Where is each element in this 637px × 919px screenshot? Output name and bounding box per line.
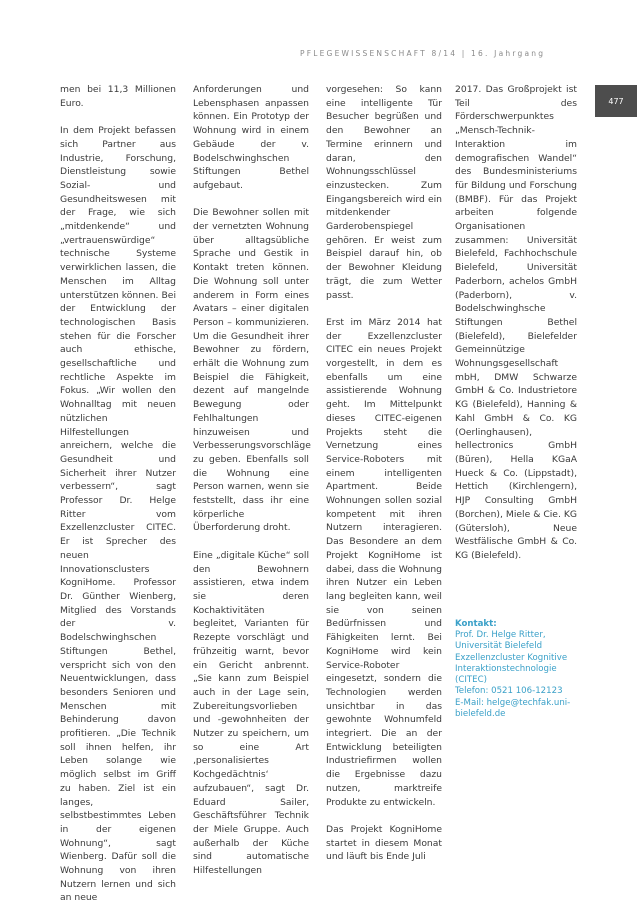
- paragraph: vorgesehen: So kann eine intelligente Tür Besucher begrüßen und den Bewohner an Termine erinnern und daran, den Wohnungsschlüssel einzustecken. Zum Eingangsbereich wird ein mitdenkender Garderobenspiegel gehören. Er weist zum Beispiel darauf hin, ob der Bewohner Kleidung trägt, die zum Wetter passt.: [326, 84, 442, 301]
- page-number-tab: [595, 85, 637, 117]
- contact-email[interactable]: E-Mail: helge@techfak.uni-bielefeld.de: [455, 697, 571, 719]
- paragraph: Erst im März 2014 hat der Exzellenzcluster CITEC ein neues Projekt vorgestellt, in dem es ebenfalls um eine assistierende Wohnung geht. Im Mittelpunkt dieses CITEC-eigenen Projekts steht die Vernetzung eines Service-Roboters mit einem intelligenten Apartment. Beide Wohnungen sollen sozial kompetent mit ihren Nutzern interagieren. Das Besondere an dem Projekt KogniHome ist dabei, dass die Wohnung ihren Nutzer ein Leben lang begleiten kann, weil sie von seinen Bedürfnissen und Fähigkeiten lernt. Bei KogniHome wird kein Service-Roboter eingesetzt, sondern die Technologien werden unsichtbar in das gewohnte Wohnumfeld integriert. Die an der Entwicklung beteiligten Industriefirmen wollen die Ergebnisse dazu nutzen, marktreife Produkte zu entwickeln.: [326, 316, 442, 808]
- running-head: PFLEGEWISSENSCHAFT 8/14 | 16. Jahrgang: [300, 49, 546, 58]
- text-column-1: [60, 83, 176, 919]
- text-column-2: [193, 83, 309, 891]
- text-column-4: [455, 83, 577, 720]
- contact-box: [455, 619, 577, 721]
- contact-line: Prof. Dr. Helge Ritter, Universität Bielefeld: [455, 629, 546, 652]
- contact-label: Kontakt:: [455, 618, 497, 629]
- paragraph: Anforderungen und Lebensphasen anpassen können. Ein Prototyp der Wohnung wird in einem Gebäude der v. Bodelschwinghschen Stiftungen Bethel aufgebaut.: [193, 84, 309, 191]
- page-number: 477: [608, 96, 624, 106]
- paragraph: men bei 11,3 Millionen Euro.: [60, 84, 176, 109]
- paragraph: Eine „digitale Küche“ soll den Bewohnern assistieren, etwa indem sie deren Kochaktivitäten begleitet, Varianten für Rezepte vorschlägt und frühzeitig warnt, bevor ein Gericht anbrennt. „Sie kann zum Beispiel auch in der Lage sein, Zubereitungsvorlieben und -gewohnheiten der Nutzer zu speichern, um so eine Art ‚personalisiertes Kochgedächtnis‘ aufzubauen“, sagt Dr. Eduard Sailer, Geschäftsführer Technik der Miele Gruppe. Auch außerhalb der Küche sind automatische Hilfestellungen: [193, 549, 309, 877]
- text-column-3: [326, 83, 442, 878]
- paragraph: 2017. Das Großprojekt ist Teil des Förderschwerpunktes „Mensch-Technik-Interaktion im demografischen Wandel“ des Bundesministeriums für Bildung und Forschung (BMBF). Für das Projekt arbeiten folgende Organisationen zusammen: Universität Bielefeld, Fachhochschule Bielefeld, Universität Paderborn, achelos GmbH (Paderborn), v. Bodelschwinghsche Stiftungen Bethel (Bielefeld), Bielefelder Gemeinnützige Wohnungsgesellschaft mbH, DMW Schwarze GmbH & Co. Industrietore KG (Bielefeld), Hanning & Kahl GmbH & Co. KG (Oerlinghausen), hellectronics GmbH (Büren), Hella KGaA Hueck & Co. (Lippstadt), Hettich (Kirchlengern), HJP Consulting GmbH (Borchen), Miele & Cie. KG (Gütersloh), Neue Westfälische GmbH & Co. KG (Bielefeld).: [455, 84, 577, 561]
- paragraph: In dem Projekt befassen sich Partner aus Industrie, Forschung, Dienstleistung sowie Sozial- und Gesundheitswesen mit der Frage, wie sich „mitdenkende“ und „vertrauenswürdige“ technische Systeme verwirklichen lassen, die Menschen im Alltag unterstützen können. Bei der Entwicklung der technologischen Basis stehen für die Forscher auch ethische, gesellschaftliche und rechtliche Aspekte im Fokus. „Wir wollen den Wohnalltag mit neuen nützlichen Hilfestellungen anreichern, welche die Gesundheit und Sicherheit ihrer Nutzer verbessern“, sagt Professor Dr. Helge Ritter vom Exzellenzcluster CITEC. Er ist Sprecher des neuen Innovationsclusters KogniHome. Professor Dr. Günther Wienberg, Mitglied des Vorstands der v. Bodelschwinghschen Stiftungen Bethel, verspricht sich von den Neuentwicklungen, dass besonders Senioren und Menschen mit Behinderung davon profitieren. „Die Technik soll ihnen helfen, ihr Leben solange wie möglich selbst im Griff zu haben. Ziel ist ein langes, selbstbestimmtes Leben in der eigenen Wohnung“, sagt Wienberg. Dafür soll die Wohnung von ihren Nutzern lernen und sich an neue: [60, 125, 176, 904]
- paragraph: Das Projekt KogniHome startet in diesem Monat und läuft bis Ende Juli: [326, 823, 442, 863]
- contact-line: Exzellenzcluster Kognitive Interaktionstechnologie (CITEC): [455, 652, 568, 686]
- paragraph: Die Bewohner sollen mit der vernetzten Wohnung über alltagsübliche Sprache und Gestik in Kontakt treten können. Die Wohnung soll unter anderem in Form eines Avatars – einer digitalen Person – kommunizieren. Um die Gesundheit ihrer Bewohner zu fördern, erhält die Wohnung zum Beispiel die Fähigkeit, dezent auf mangelnde Bewegung oder Fehlhaltungen hinzuweisen und Verbesserungsvorschläge zu geben. Ebenfalls soll die Wohnung eine Person warnen, wenn sie feststellt, dass ihr eine körperliche Überforderung droht.: [193, 207, 311, 534]
- contact-line: Telefon: 0521 106-12123: [455, 686, 563, 697]
